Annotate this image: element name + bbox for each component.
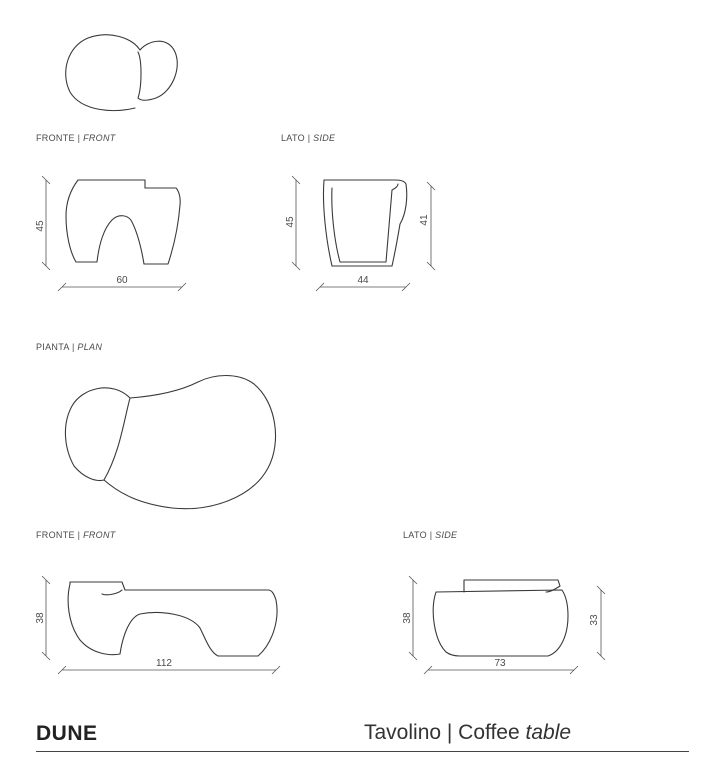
- large-side-outline: [433, 590, 568, 656]
- large-side-height-inner-value: 33: [589, 614, 600, 626]
- large-front-width-value: 112: [156, 658, 172, 669]
- plan-label: PIANTA | PLAN: [36, 342, 103, 352]
- large-side-depth-value: 73: [494, 658, 506, 669]
- small-front-height-value: 45: [35, 220, 46, 232]
- small-front-outline: [66, 180, 180, 264]
- large-side-height-value: 38: [402, 612, 413, 624]
- small-side-height-value: 45: [285, 216, 296, 228]
- large-side-label: LATO | SIDE: [403, 530, 458, 540]
- small-plan-outline: [66, 35, 178, 111]
- large-front-top-edge: [102, 590, 122, 595]
- small-side-outline: [323, 180, 406, 266]
- small-side-height-inner-value: 41: [419, 214, 430, 226]
- small-side-depth-value: 44: [357, 275, 369, 286]
- small-front-label: FRONTE | FRONT: [36, 133, 116, 143]
- large-plan-outline: [65, 376, 275, 509]
- small-side-label: LATO | SIDE: [281, 133, 336, 143]
- product-category: Tavolino | Coffee table: [364, 721, 572, 744]
- large-plan-inner: [104, 398, 130, 480]
- large-front-label: FRONTE | FRONT: [36, 530, 116, 540]
- product-name: DUNE: [36, 722, 98, 745]
- large-front-outline: [68, 582, 277, 656]
- large-front-height-value: 38: [35, 612, 46, 624]
- small-side-inner: [332, 184, 398, 262]
- footer-divider: [36, 751, 689, 752]
- small-front-width-value: 60: [116, 275, 128, 286]
